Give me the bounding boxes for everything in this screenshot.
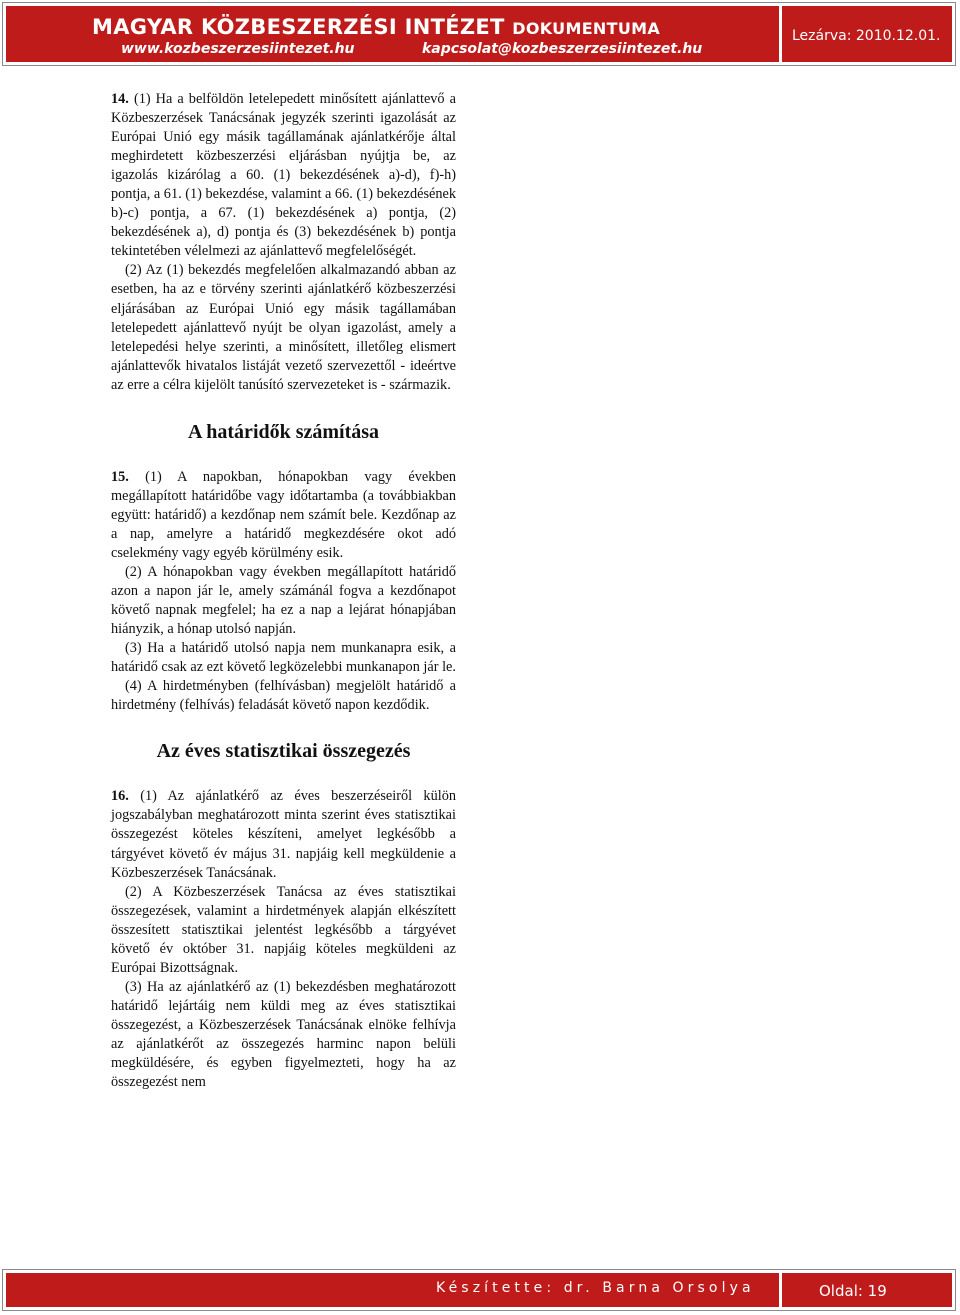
header-title-main: MAGYAR KÖZBESZERZÉSI INTÉZET [92, 15, 513, 39]
footer-author: Készítette: dr. Barna Orsolya [436, 1280, 755, 1296]
page-header [2, 2, 956, 66]
header-title [92, 15, 660, 39]
paragraph-16-2: (2) A Közbeszerzések Tanácsa az éves statisztikai összegezések, valamint a hirdetmények alapján elkészített összesített statisztikai jelentést legkésőbb a tárgyévet követő év október 31. napjáig köteles megküldeni az Európai Bizottságnak. [111, 883, 456, 976]
paragraph-15-4: (4) A hirdetményben (felhívásban) megjelölt határidő a hirdetmény (felhívás) feladását követő napon kezdődik. [111, 678, 456, 714]
header-website-link[interactable]: www.kozbeszerzesiintezet.hu [121, 41, 355, 57]
header-date-box [782, 6, 952, 62]
paragraph-text: (1) A napokban, hónapokban vagy években megállapított határidőbe vagy időtartamba (a továbbiakban együtt: határidő) a kezdőnap nem számít bele. Kezdőnap az a nap, amelyre a határidő megkezdésére okot adó cselekmény vagy egyéb körülmény esik. [111, 468, 456, 561]
paragraph-16-3: (3) Ha az ajánlatkérő az (1) bekezdésben meghatározott határidő lejártáig nem küldi meg az éves statisztikai összegezést, a Közbeszerzések Tanácsának elnöke felhívja az ajánlatkérőt az összegezés harminc napon belüli megküldésére, és egyben figyelmezteti, hogy ha az összegezést nem [111, 978, 456, 1091]
paragraph-number: 16. [111, 788, 129, 805]
paragraph-14-1 [111, 90, 456, 261]
paragraph-number: 15. [111, 468, 129, 485]
header-title-small: DOKUMENTUMA [512, 19, 661, 38]
section-heading-deadlines: A határidők számítása [187, 420, 380, 443]
paragraph-16-1 [111, 787, 456, 882]
page-number: Oldal: 19 [819, 1282, 887, 1300]
paragraph-14-2: (2) Az (1) bekezdés megfelelően alkalmazandó abban az esetben, ha az e törvény szerinti ajánlatkérő közbeszerzési eljárásában az Európai Unió egy másik tagállamában letelepedett ajánlattevő nyújt be olyan igazolást, amely a letelepedési helye szerinti, a minősített, illetőleg elismert ajánlattevők hivatalos listáját vezető szervezettől - ideértve az erre a célra kijelölt tanúsító szervezeteket is - származik. [111, 262, 456, 393]
paragraph-text: (1) Ha a belföldön letelepedett minősített ajánlattevő a Közbeszerzések Tanácsának jegyzék szerinti igazolását az Európai Unió egy másik tagállamának ajánlatkérője által meghirdetett közbeszerzési eljárásban nyújtja be, az igazolás kizárólag a 60. (1) bekezdésének a)-d), f)-h) pontja, a 61. (1) bekezdése, valamint a 66. (1) bekezdésének b)-c) pontja, a 67. (1) bekezdésének a) pontja, (2) bekezdésének a), d) pontja és (3) bekezdésének b) pontja tekintetében vélelmezi az ajánlattevő megfelelőségét. [111, 91, 456, 260]
paragraph-15-2: (2) A hónapokban vagy években megállapított határidő azon a napon jár le, amely számánál fogva a kezdőnapot követő napnak megfelel; ha ez a nap a lejárat hónapjában hiányzik, a hónap utolsó napján. [111, 563, 456, 638]
page-footer [2, 1269, 956, 1311]
section-heading-statistics: Az éves statisztikai összegezés [156, 740, 411, 763]
header-email-link[interactable]: kapcsolat@kozbeszerzesiintezet.hu [422, 41, 703, 57]
paragraph-15-1 [111, 468, 456, 563]
paragraph-15-3: (3) Ha a határidő utolsó napja nem munkanapra esik, a határidő csak az ezt követő legközelebbi munkanapon jár le. [111, 640, 456, 676]
paragraph-text: (1) Az ajánlatkérő az éves beszerzéseiről külön jogszabályban meghatározott minta szerint éves statisztikai összegezést köteles készíteni, amelyet legkésőbb a tárgyévet követő év május 31. napjáig kell megküldenie a Közbeszerzések Tanácsának. [111, 788, 456, 881]
document-body [111, 90, 456, 1092]
paragraph-number: 14. [111, 91, 129, 107]
closing-date: Lezárva: 2010.12.01. [792, 28, 941, 44]
